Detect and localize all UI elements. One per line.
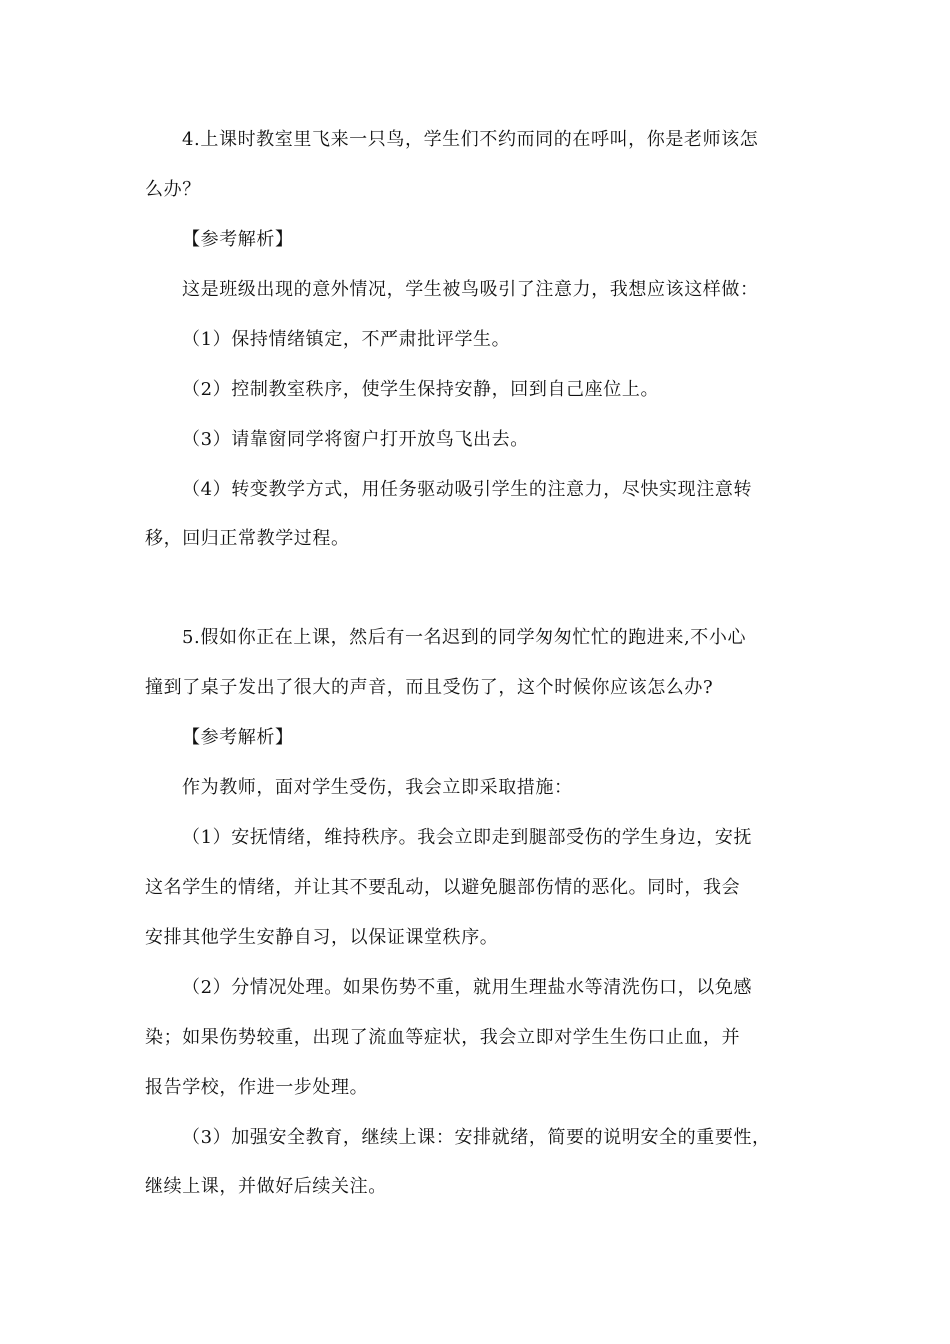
analysis-intro: 这是班级出现的意外情况，学生被鸟吸引了注意力，我想应该这样做： <box>182 279 759 300</box>
step-1-line-1: （1）保持情绪镇定，不严肃批评学生。 <box>182 329 511 350</box>
step-4-line-1: （4）转变教学方式，用任务驱动吸引学生的注意力，尽快实现注意转 <box>182 479 753 500</box>
step-1-line-1: （1）安抚情绪，维持秩序。我会立即走到腿部受伤的学生身边，安抚 <box>182 827 753 848</box>
step-2-line-1: （2）分情况处理。如果伤势不重，就用生理盐水等清洗伤口，以免感 <box>182 977 753 998</box>
step-4-line-2: 移，回归正常教学过程。 <box>145 528 350 549</box>
step-3-line-1: （3）加强安全教育，继续上课：安排就绪，简要的说明安全的重要性， <box>182 1127 771 1148</box>
step-1-line-2: 这名学生的情绪，并让其不要乱动，以避免腿部伤情的恶化。同时，我会 <box>145 877 741 898</box>
step-2-line-1: （2）控制教室秩序，使学生保持安静，回到自己座位上。 <box>182 379 660 400</box>
analysis-label: 【参考解析】 <box>182 229 294 250</box>
question-4-text-line-1: 4.上课时教室里飞来一只鸟，学生们不约而同的在呼叫，你是老师该怎 <box>182 129 759 150</box>
analysis-label: 【参考解析】 <box>182 727 294 748</box>
question-5-text-line-2: 撞到了桌子发出了很大的声音，而且受伤了，这个时候你应该怎么办? <box>145 677 714 698</box>
question-4-text-line-2: 么办？ <box>145 179 201 200</box>
step-3-line-1: （3）请靠窗同学将窗户打开放鸟飞出去。 <box>182 429 529 450</box>
analysis-intro: 作为教师，面对学生受伤，我会立即采取措施： <box>182 777 573 798</box>
step-3-line-2: 继续上课，并做好后续关注。 <box>145 1176 387 1197</box>
step-2-line-3: 报告学校，作进一步处理。 <box>145 1077 369 1098</box>
step-2-line-2: 染；如果伤势较重，出现了流血等症状，我会立即对学生生伤口止血，并 <box>145 1027 741 1048</box>
question-5-text-line-1: 5.假如你正在上课，然后有一名迟到的同学匆匆忙忙的跑进来,不小心 <box>182 627 747 648</box>
step-1-line-3: 安排其他学生安静自习，以保证课堂秩序。 <box>145 927 499 948</box>
